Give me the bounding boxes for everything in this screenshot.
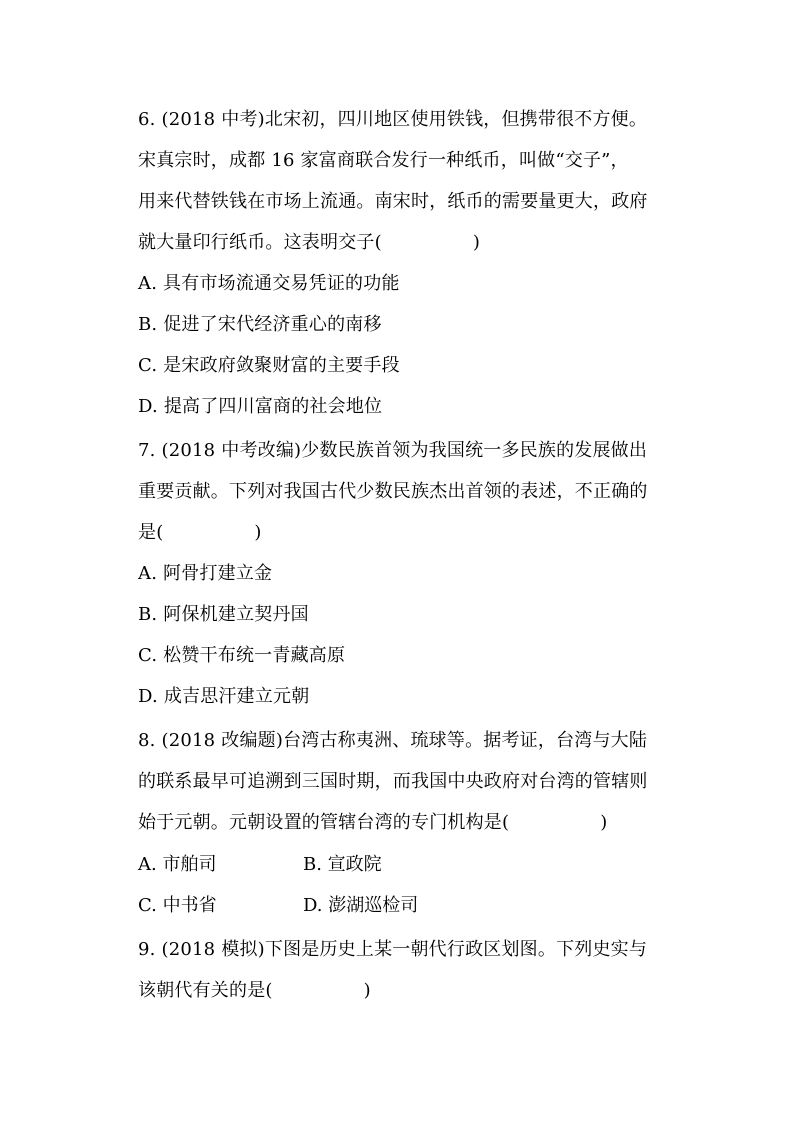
question-6-line-4: 就大量印行纸币。这表明交子( ): [138, 232, 481, 253]
question-7-option-a: A. 阿骨打建立金: [138, 563, 273, 584]
question-9-line-1: 9. (2018 模拟)下图是历史上某一朝代行政区划图。下列史实与: [138, 939, 648, 960]
question-6-line-3: 用来代替铁钱在市场上流通。南宋时，纸币的需要量更大，政府: [138, 191, 648, 212]
question-7-line-1: 7. (2018 中考改编)少数民族首领为我国统一多民族的发展做出: [138, 440, 648, 461]
question-7-option-c: C. 松赞干布统一青藏高原: [138, 645, 346, 666]
question-8-option-b: B. 宣政院: [303, 854, 382, 875]
question-8-option-c: C. 中书省: [138, 895, 217, 916]
question-9-line-2: 该朝代有关的是( ): [138, 980, 371, 1001]
question-7-line-2: 重要贡献。下列对我国古代少数民族杰出首领的表述，不正确的: [138, 481, 648, 502]
question-7-option-b: B. 阿保机建立契丹国: [138, 604, 309, 625]
question-6-option-a: A. 具有市场流通交易凭证的功能: [138, 273, 400, 294]
question-8-line-3: 始于元朝。元朝设置的管辖台湾的专门机构是( ): [138, 812, 608, 833]
question-8-option-d: D. 澎湖巡检司: [303, 895, 419, 916]
question-6-option-d: D. 提高了四川富商的社会地位: [138, 396, 383, 417]
question-7-option-d: D. 成吉思汗建立元朝: [138, 686, 310, 707]
question-8-line-1: 8. (2018 改编题)台湾古称夷洲、琉球等。据考证，台湾与大陆: [138, 730, 648, 751]
question-6-option-b: B. 促进了宋代经济重心的南移: [138, 314, 382, 335]
question-6-line-2: 宋真宗时，成都 16 家富商联合发行一种纸币，叫做“交子”，: [138, 150, 629, 171]
question-8-option-a: A. 市舶司: [138, 854, 217, 875]
question-8-line-2: 的联系最早可追溯到三国时期，而我国中央政府对台湾的管辖则: [138, 771, 648, 792]
question-7-line-3: 是( ): [138, 522, 262, 543]
question-6-line-1: 6. (2018 中考)北宋初，四川地区使用铁钱，但携带很不方便。: [138, 109, 648, 130]
question-6-option-c: C. 是宋政府敛聚财富的主要手段: [138, 355, 400, 376]
